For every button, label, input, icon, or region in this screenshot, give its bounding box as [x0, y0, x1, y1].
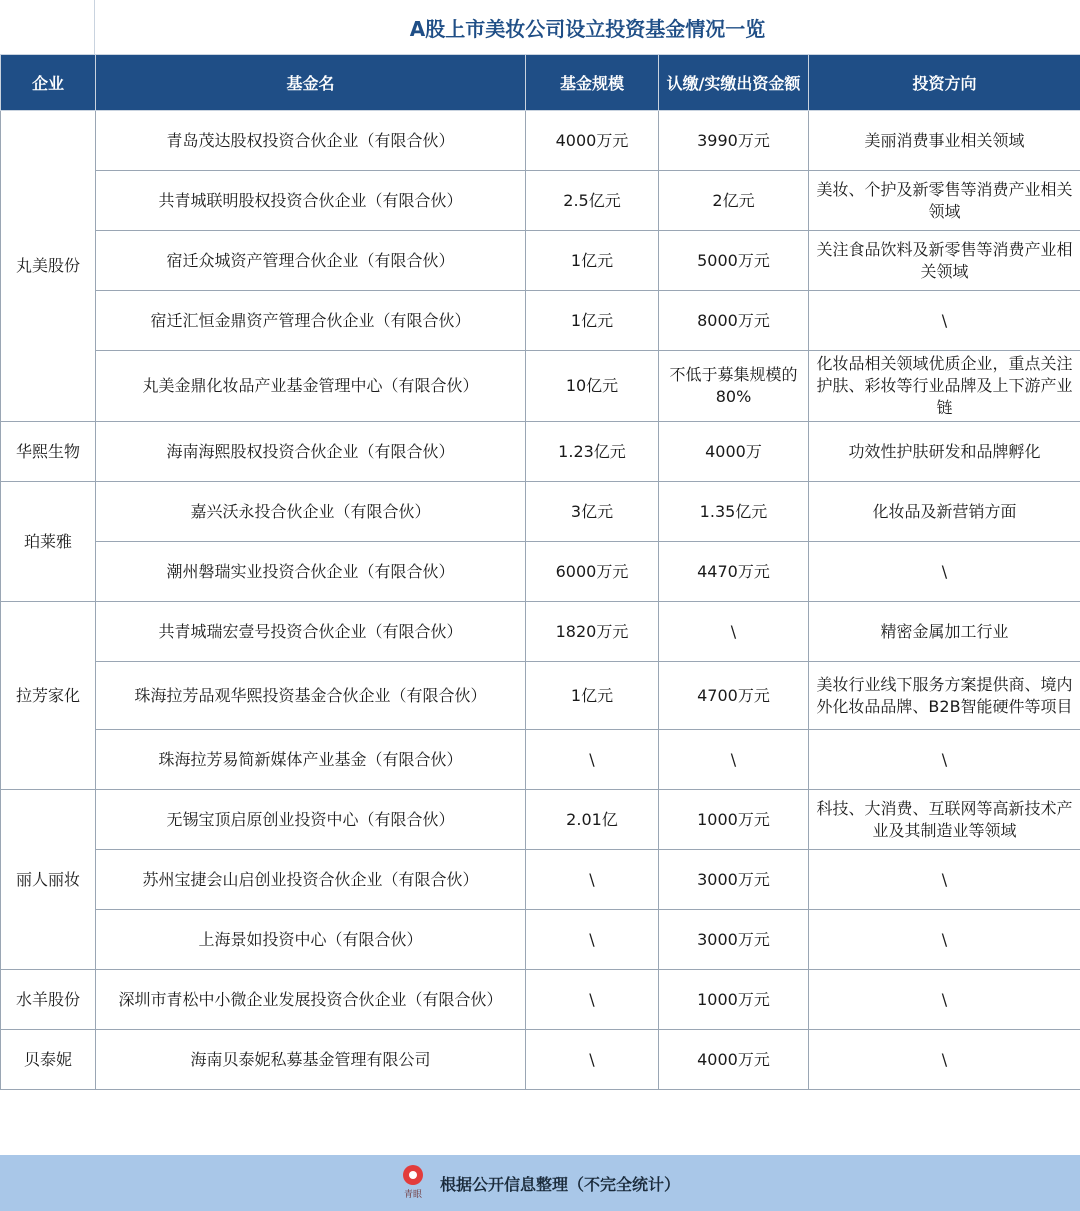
fund-size-cell: 1.23亿元	[526, 422, 659, 482]
direction-cell: 科技、大消费、互联网等高新技术产业及其制造业等领域	[809, 790, 1080, 850]
table-row	[1, 1030, 1080, 1090]
direction-cell: \	[809, 542, 1080, 602]
header-direction: 投资方向	[809, 55, 1080, 111]
direction-cell: 美妆行业线下服务方案提供商、境内外化妆品品牌、B2B智能硬件等项目	[809, 662, 1080, 730]
fund-name-cell: 海南海熙股权投资合伙企业（有限合伙）	[96, 422, 526, 482]
company-cell: 拉芳家化	[1, 602, 96, 790]
amount-cell: 2亿元	[659, 171, 809, 231]
table-row	[1, 790, 1080, 850]
amount-cell: 4700万元	[659, 662, 809, 730]
fund-size-cell: 6000万元	[526, 542, 659, 602]
amount-cell: 不低于募集规模的80%	[659, 351, 809, 422]
direction-cell: 美妆、个护及新零售等消费产业相关领域	[809, 171, 1080, 231]
company-cell: 丸美股份	[1, 111, 96, 422]
fund-name-cell: 丸美金鼎化妆品产业基金管理中心（有限合伙）	[96, 351, 526, 422]
fund-size-cell: \	[526, 910, 659, 970]
table-row	[1, 542, 1080, 602]
direction-cell: 关注食品饮料及新零售等消费产业相关领域	[809, 231, 1080, 291]
amount-cell: 1.35亿元	[659, 482, 809, 542]
table-row	[1, 910, 1080, 970]
direction-cell: 功效性护肤研发和品牌孵化	[809, 422, 1080, 482]
header-amount: 认缴/实缴出资金额	[659, 55, 809, 111]
table-row	[1, 602, 1080, 662]
table-row	[1, 351, 1080, 422]
table-row	[1, 970, 1080, 1030]
table-row	[1, 850, 1080, 910]
direction-cell: 美丽消费事业相关领域	[809, 111, 1080, 171]
fund-name-cell: 共青城联明股权投资合伙企业（有限合伙）	[96, 171, 526, 231]
fund-size-cell: \	[526, 730, 659, 790]
company-cell: 华熙生物	[1, 422, 96, 482]
header-row	[1, 55, 1080, 111]
amount-cell: 3000万元	[659, 850, 809, 910]
amount-cell: 1000万元	[659, 970, 809, 1030]
fund-name-cell: 海南贝泰妮私募基金管理有限公司	[96, 1030, 526, 1090]
table-row	[1, 730, 1080, 790]
fund-name-cell: 珠海拉芳品观华熙投资基金合伙企业（有限合伙）	[96, 662, 526, 730]
amount-cell: 8000万元	[659, 291, 809, 351]
amount-cell: 1000万元	[659, 790, 809, 850]
title-blank-cell	[0, 0, 95, 54]
fund-name-cell: 潮州磐瑞实业投资合伙企业（有限合伙）	[96, 542, 526, 602]
fund-size-cell: 1亿元	[526, 662, 659, 730]
company-cell: 贝泰妮	[1, 1030, 96, 1090]
fund-size-cell: \	[526, 1030, 659, 1090]
footer-note: 根据公开信息整理（不完全统计）	[439, 1174, 680, 1194]
table-title: A股上市美妆公司设立投资基金情况一览	[409, 16, 766, 41]
fund-table	[0, 54, 1080, 1090]
fund-size-cell: \	[526, 970, 659, 1030]
fund-name-cell: 宿迁众城资产管理合伙企业（有限合伙）	[96, 231, 526, 291]
fund-size-cell: 1亿元	[526, 231, 659, 291]
amount-cell: \	[659, 602, 809, 662]
amount-cell: \	[659, 730, 809, 790]
company-cell: 珀莱雅	[1, 482, 96, 602]
direction-cell: 化妆品相关领域优质企业，重点关注护肤、彩妆等行业品牌及上下游产业链	[809, 351, 1080, 422]
table-row	[1, 111, 1080, 171]
logo-label: 青眼	[403, 1190, 422, 1200]
direction-cell: \	[809, 850, 1080, 910]
fund-name-cell: 共青城瑞宏壹号投资合伙企业（有限合伙）	[96, 602, 526, 662]
fund-size-cell: 2.01亿	[526, 790, 659, 850]
company-cell: 丽人丽妆	[1, 790, 96, 970]
direction-cell: 精密金属加工行业	[809, 602, 1080, 662]
direction-cell: \	[809, 1030, 1080, 1090]
fund-size-cell: 3亿元	[526, 482, 659, 542]
table-row	[1, 231, 1080, 291]
amount-cell: 3000万元	[659, 910, 809, 970]
fund-name-cell: 嘉兴沃永投合伙企业（有限合伙）	[96, 482, 526, 542]
fund-name-cell: 宿迁汇恒金鼎资产管理合伙企业（有限合伙）	[96, 291, 526, 351]
fund-name-cell: 珠海拉芳易简新媒体产业基金（有限合伙）	[96, 730, 526, 790]
fund-size-cell: 4000万元	[526, 111, 659, 171]
direction-cell: 化妆品及新营销方面	[809, 482, 1080, 542]
fund-name-cell: 青岛茂达股权投资合伙企业（有限合伙）	[96, 111, 526, 171]
amount-cell: 5000万元	[659, 231, 809, 291]
table-row	[1, 422, 1080, 482]
brand-logo	[400, 1165, 426, 1201]
fund-name-cell: 深圳市青松中小微企业发展投资合伙企业（有限合伙）	[96, 970, 526, 1030]
amount-cell: 4470万元	[659, 542, 809, 602]
direction-cell: \	[809, 970, 1080, 1030]
company-cell: 水羊股份	[1, 970, 96, 1030]
fund-size-cell: 2.5亿元	[526, 171, 659, 231]
title-row	[0, 0, 1080, 54]
footer-bar	[0, 1155, 1080, 1211]
header-fund-name: 基金名	[96, 55, 526, 111]
header-company: 企业	[1, 55, 96, 111]
fund-size-cell: 1820万元	[526, 602, 659, 662]
table-row	[1, 171, 1080, 231]
fund-size-cell: 10亿元	[526, 351, 659, 422]
amount-cell: 4000万	[659, 422, 809, 482]
fund-name-cell: 苏州宝捷会山启创业投资合伙企业（有限合伙）	[96, 850, 526, 910]
amount-cell: 3990万元	[659, 111, 809, 171]
direction-cell: \	[809, 291, 1080, 351]
fund-name-cell: 无锡宝顶启原创业投资中心（有限合伙）	[96, 790, 526, 850]
fund-size-cell: \	[526, 850, 659, 910]
direction-cell: \	[809, 730, 1080, 790]
table-row	[1, 291, 1080, 351]
table-row	[1, 482, 1080, 542]
table-row	[1, 662, 1080, 730]
fund-name-cell: 上海景如投资中心（有限合伙）	[96, 910, 526, 970]
fund-size-cell: 1亿元	[526, 291, 659, 351]
header-fund-size: 基金规模	[526, 55, 659, 111]
eye-icon	[403, 1165, 423, 1185]
direction-cell: \	[809, 910, 1080, 970]
amount-cell: 4000万元	[659, 1030, 809, 1090]
